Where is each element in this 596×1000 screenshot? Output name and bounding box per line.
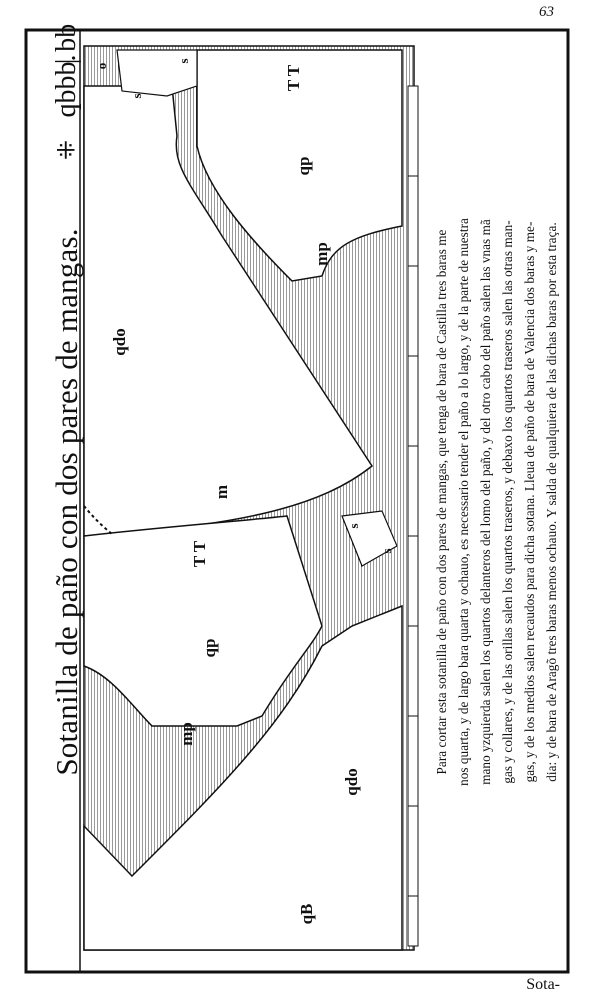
title-code: qbbb. [51, 54, 82, 118]
mark-tt-top: T T [284, 64, 303, 92]
body-line-6: dia: y de bara de Aragõ tres baras menos ochauo. Y salda de qualquiera de las dichas baras por esta traça. [544, 222, 559, 782]
mark-mp-bottom: mp [177, 722, 196, 746]
woodcut-frame [22, 23, 572, 976]
mark-qp-bottom: qp [200, 638, 219, 658]
mark-s-1: s [129, 93, 144, 99]
title-ornament: ⁜ [54, 139, 81, 161]
mark-s-2: s [176, 58, 191, 64]
mark-o: o [94, 62, 109, 70]
mark-qdo-top: qdo [110, 328, 129, 356]
catchword: Sota- [526, 976, 560, 993]
measure-scale [408, 86, 418, 946]
mark-qb-bottom: qB [297, 903, 316, 925]
title-code-secondary: | bb [51, 23, 82, 65]
title-main: Sotanilla de paño con dos pares de mangas. [49, 228, 84, 776]
mark-qp-top: qp [294, 156, 313, 176]
body-line-5: gas, y de los medios salen recaudos para dicha sotana. Lleua de paño de bara de Valencia dos baras y me- [522, 221, 537, 783]
mark-mp-top: mp [312, 242, 331, 266]
mark-tt-bottom: T T [190, 540, 209, 568]
mark-s-4: s [379, 548, 394, 554]
body-line-3: mano yzquierda salen los quartos delanteros del lomo del paño, y del otro cabo del paño salen las vnas mã [478, 219, 493, 785]
body-line-2: nos quarta, y de largo bara quarta y ochauo, es necessario tender el paño a lo largo, y de la parte de nuestra [456, 218, 471, 786]
page-number: 63 [539, 4, 554, 20]
body-line-4: gas y collares, y de las orillas salen los quartos traseros, y debaxo los quartos traseros salen las otras man- [500, 220, 515, 784]
piece-collar-upper [117, 50, 197, 99]
mark-m-center: m [212, 484, 231, 500]
body-line-1: Para cortar esta sotanilla de paño con dos pares de mangas, que tenga de bara de Castilla tres baras me [434, 229, 449, 775]
mark-qdo-bottom: qdo [342, 768, 361, 796]
mark-s-3: s [346, 523, 361, 529]
